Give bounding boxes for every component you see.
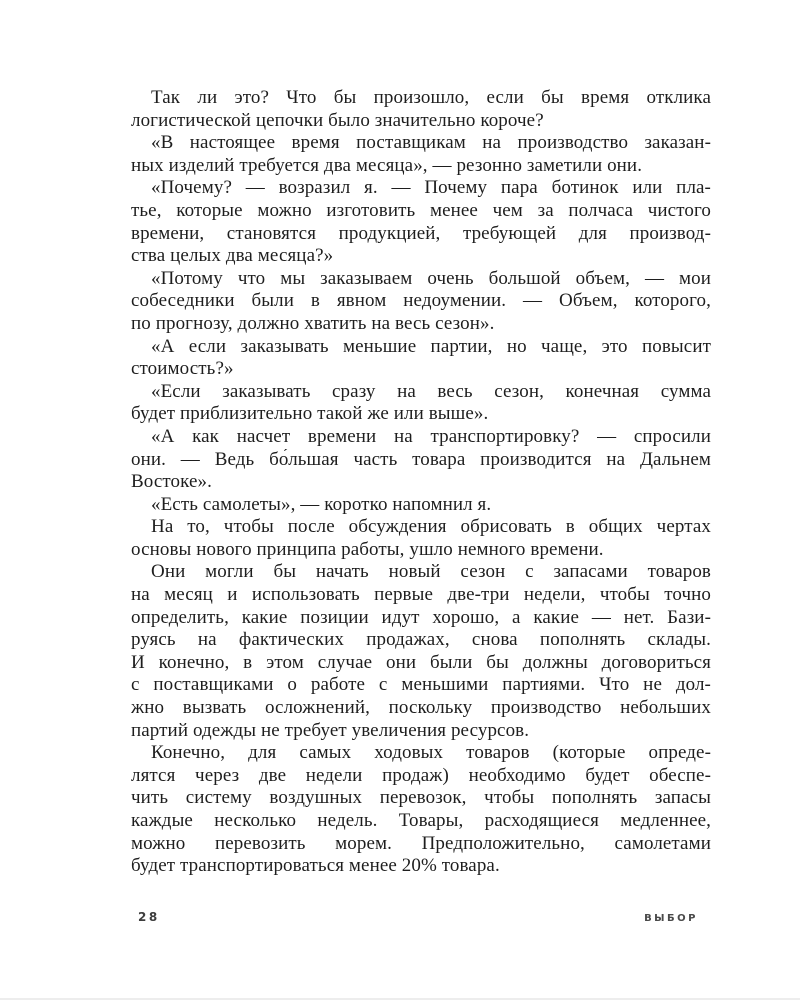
page-text [131, 87, 711, 878]
text-line: с поставщиками о работе с меньшими партиями. Что не дол- [131, 674, 711, 696]
paragraph [131, 87, 711, 132]
text-line: На то, чтобы после обсуждения обрисовать в общих чертах [151, 516, 711, 538]
paragraph [131, 381, 711, 426]
paragraph [131, 516, 711, 561]
text-line: «А если заказывать меньшие партии, но чаще, это повысит [151, 335, 711, 357]
text-line: И конечно, в этом случае они были бы должны договориться [131, 651, 711, 673]
text-line: лятся через две недели продаж) необходимо будет обеспе- [131, 764, 711, 786]
paragraph [131, 426, 711, 494]
text-line: стоимость?» [131, 358, 234, 380]
text-line: Они могли бы начать новый сезон с запасами товаров [151, 561, 711, 583]
text-line: ных изделий требуется два месяца», — резонно заметили они. [131, 154, 643, 176]
paragraph [131, 494, 711, 517]
text-line: будет транспортироваться менее 20% товара. [131, 855, 500, 877]
text-line: Так ли это? Что бы произошло, если бы время отклика [151, 87, 711, 108]
text-line: собеседники были в явном недоумении. — Объем, которого, [131, 290, 711, 312]
text-line: партий одежды не требует увеличения ресурсов. [131, 719, 530, 741]
text-line: «Почему? — возразил я. — Почему пара ботинок или пла- [151, 177, 711, 199]
paragraph [131, 177, 711, 267]
text-line: определить, какие позиции идут хорошо, а какие — нет. Бази- [131, 606, 711, 628]
text-line: «Потому что мы заказываем очень большой объем, — мои [151, 267, 711, 289]
text-line: они. — Ведь бо́льшая часть товара производится на Дальнем [131, 448, 711, 470]
text-line: ства целых два месяца?» [131, 245, 334, 267]
paragraph [131, 268, 711, 336]
text-line: каждые несколько недель. Товары, расходящиеся медленнее, [131, 810, 711, 831]
text-line: «А как насчет времени на транспортировку? — спросили [151, 425, 711, 447]
paragraph [131, 742, 711, 878]
running-head-section-title: ВЫБОР [644, 913, 698, 924]
text-line: Конечно, для самых ходовых товаров (которые опреде- [151, 742, 711, 764]
text-line: Востоке». [131, 471, 212, 493]
text-line: по прогнозу, должно хватить на весь сезон». [131, 312, 495, 334]
page-number: 28 [138, 910, 160, 924]
text-line: жно вызвать осложнений, поскольку производство небольших [131, 697, 711, 719]
text-line: «Есть самолеты», — коротко напомнил я. [151, 493, 492, 515]
text-line: «В настоящее время поставщикам на производство заказан- [151, 132, 711, 154]
text-line: на месяц и использовать первые две-три недели, чтобы точно [131, 584, 711, 606]
text-line: чить систему воздушных перевозок, чтобы пополнять запасы [131, 787, 711, 809]
text-line: тье, которые можно изготовить менее чем за полчаса чистого [131, 199, 711, 221]
text-line: основы нового принципа работы, ушло немного времени. [131, 538, 604, 560]
text-line: логистической цепочки было значительно короче? [131, 109, 544, 131]
text-line: можно перевозить морем. Предположительно, самолетами [131, 832, 711, 854]
text-line: будет приблизительно такой же или выше». [131, 403, 489, 425]
text-line: руясь на фактических продажах, снова пополнять склады. [131, 629, 711, 651]
paragraph [131, 336, 711, 381]
text-line: времени, становятся продукцией, требующей для производ- [131, 222, 711, 244]
paragraph [131, 132, 711, 177]
text-line: «Если заказывать сразу на весь сезон, конечная сумма [151, 380, 711, 402]
paragraph [131, 561, 711, 742]
